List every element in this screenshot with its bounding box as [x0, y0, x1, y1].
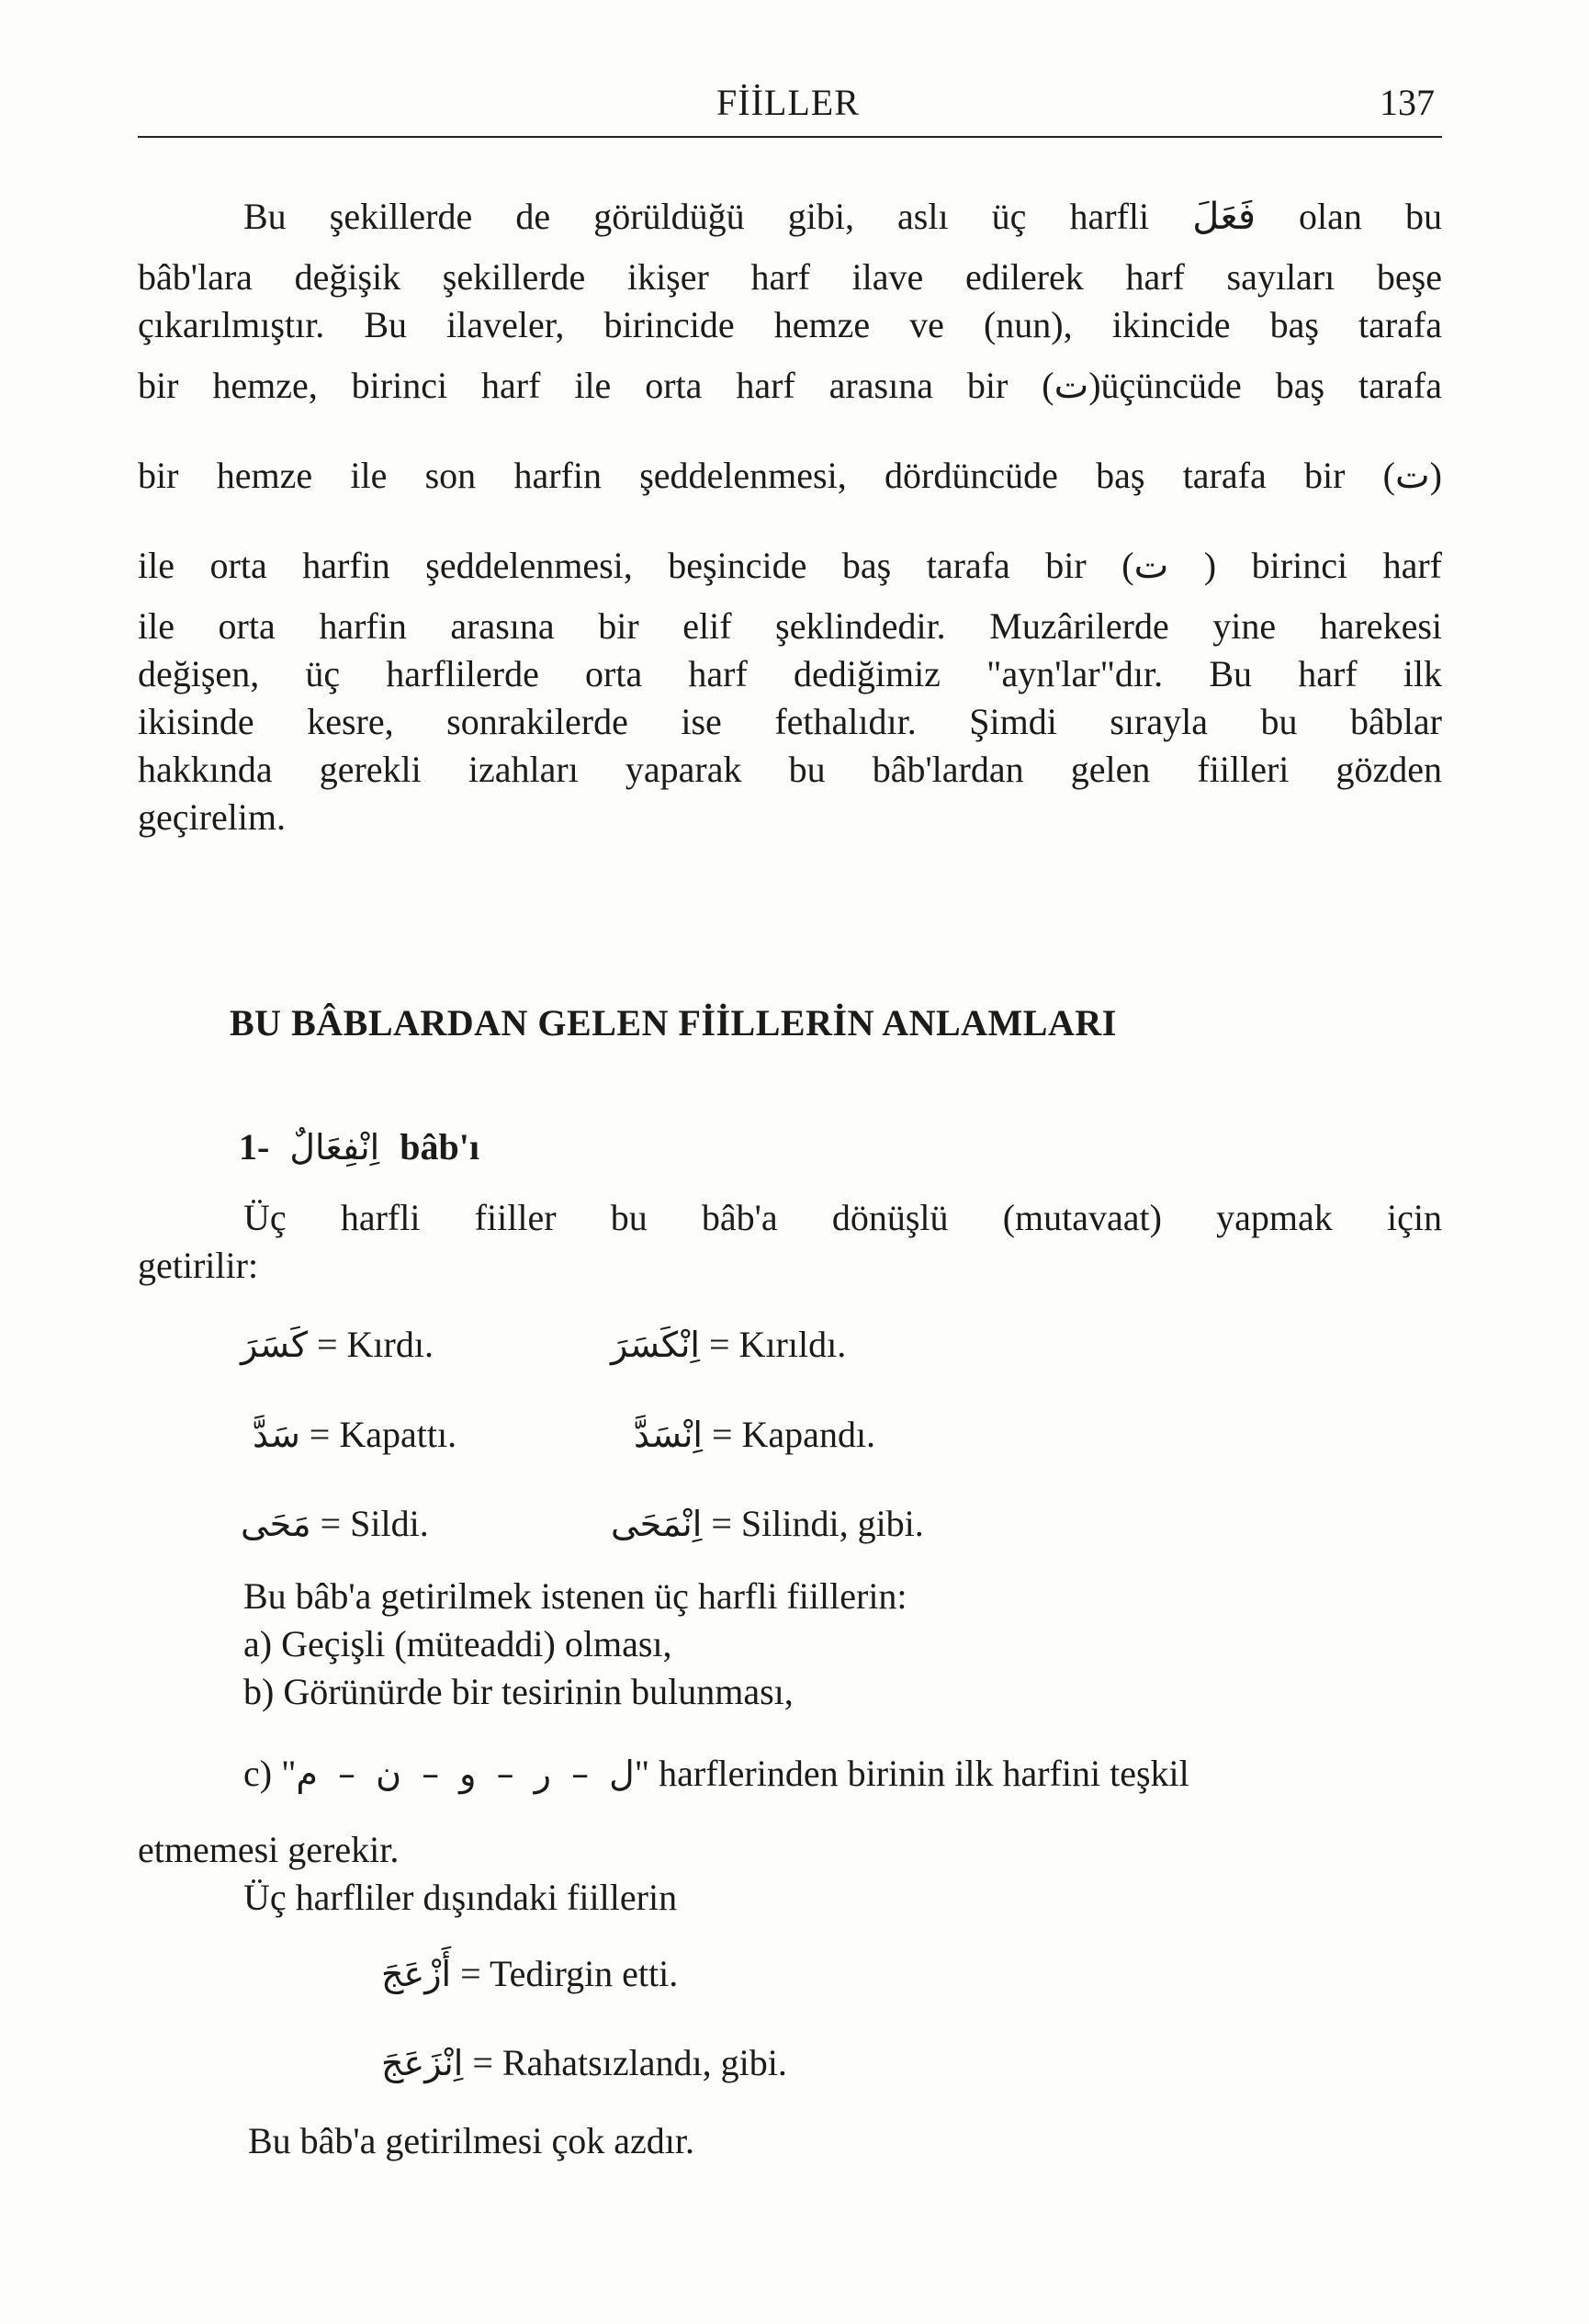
intro-line: çıkarılmıştır. Bu ilaveler, birincide hemze ve (nun), ikincide baş tarafa — [138, 304, 1442, 345]
page-number: 137 — [1380, 82, 1435, 123]
arabic-word: اِنْزَعَجَ — [381, 2043, 464, 2083]
intro-line: ile orta harfin şeddelenmesi, beşincide baş tarafa bir (ت ) birinci harf — [138, 545, 1442, 586]
arabic-word: أَزْعَجَ — [381, 1954, 452, 1994]
example-row: اِنْسَدَّ = Kapandı. — [634, 1414, 876, 1455]
intro-line: bâb'lara değişik şekillerde ikişer harf ilave edilerek harf sayıları beşe — [138, 256, 1442, 298]
closing-line: Bu bâb'a getirilmesi çok azdır. — [248, 2120, 694, 2161]
section-heading: BU BÂBLARDAN GELEN FİİLLERİN ANLAMLARI — [230, 1002, 1117, 1044]
intro-line: ile orta harfin arasına bir elif şeklindedir. Muzârilerde yine harekesi — [138, 605, 1442, 647]
bab-label: bâb'ı — [400, 1126, 479, 1168]
example-row: اِنْكَسَرَ = Kırıldı. — [611, 1324, 847, 1365]
intro-line: bir hemze, birinci harf ile orta harf arasına bir (ت)üçüncüde baş tarafa — [138, 365, 1442, 406]
conditions-list — [243, 1573, 1442, 1716]
arabic-letters: ل – ر – و – ن – م — [296, 1754, 635, 1794]
condition-a: a) Geçişli (müteaddi) olması, — [243, 1623, 672, 1664]
condition-c-cont: etmemesi gerekir. — [138, 1829, 400, 1870]
others-intro: Üç harfliler dışındaki fiillerin — [243, 1877, 678, 1918]
arabic-word: مَحَى — [241, 1504, 311, 1544]
bab-arabic: اِنْفِعَالٌ — [289, 1127, 380, 1168]
bab-heading — [239, 1125, 479, 1168]
bab-description: Üç harfli fiiller bu bâb'a dönüşlü (mutavaat) yapmak için getirilir: — [138, 1197, 1442, 1286]
running-header — [138, 81, 1442, 138]
arabic-word: سَدَّ — [253, 1415, 300, 1455]
bab-number: 1- — [239, 1126, 270, 1168]
intro-line: ikisinde kesre, sonrakilerde ise fethalıdır. Şimdi sırayla bu bâblar — [138, 701, 1442, 742]
example-row: اِنْزَعَجَ = Rahatsızlandı, gibi. — [381, 2042, 787, 2083]
condition-b: b) Görünürde bir tesirinin bulunması, — [243, 1671, 794, 1712]
arabic-word: اِنْسَدَّ — [634, 1415, 703, 1455]
example-row: كَسَرَ = Kırdı. — [241, 1324, 434, 1365]
conditions-intro: Bu bâb'a getirilmek istenen üç harfli fiillerin: — [243, 1575, 907, 1617]
intro-line: hakkında gerekli izahları yaparak bu bâb'lardan gelen fiilleri gözden — [138, 749, 1442, 790]
arabic-word: اِنْمَحَى — [611, 1504, 703, 1544]
arabic-word: اِنْكَسَرَ — [611, 1325, 700, 1365]
intro-line: Bu şekillerde de görüldüğü gibi, aslı üç harfli فَعَلَ olan bu — [138, 193, 1442, 241]
example-row: اِنْمَحَى = Silindi, gibi. — [611, 1503, 924, 1544]
intro-paragraph — [138, 193, 1442, 841]
chapter-title: FİİLLER — [716, 82, 860, 123]
intro-line: değişen, üç harflilerde orta harf dediğimiz "ayn'lar"dır. Bu harf ilk — [138, 653, 1442, 694]
example-row: سَدَّ = Kapattı. — [253, 1414, 457, 1455]
condition-c: c) "ل – ر – و – ن – م" harflerinden birinin ilk harfini teşkil — [243, 1750, 1442, 1798]
intro-line: geçirelim. — [138, 796, 287, 838]
arabic-word: فَعَلَ — [1192, 196, 1256, 238]
intro-line: bir hemze ile son harfin şeddelenmesi, dördüncüde baş tarafa bir (ت) — [138, 455, 1442, 496]
example-row: أَزْعَجَ = Tedirgin etti. — [381, 1953, 679, 1994]
example-row: مَحَى = Sildi. — [241, 1503, 429, 1544]
arabic-word: كَسَرَ — [241, 1325, 308, 1365]
